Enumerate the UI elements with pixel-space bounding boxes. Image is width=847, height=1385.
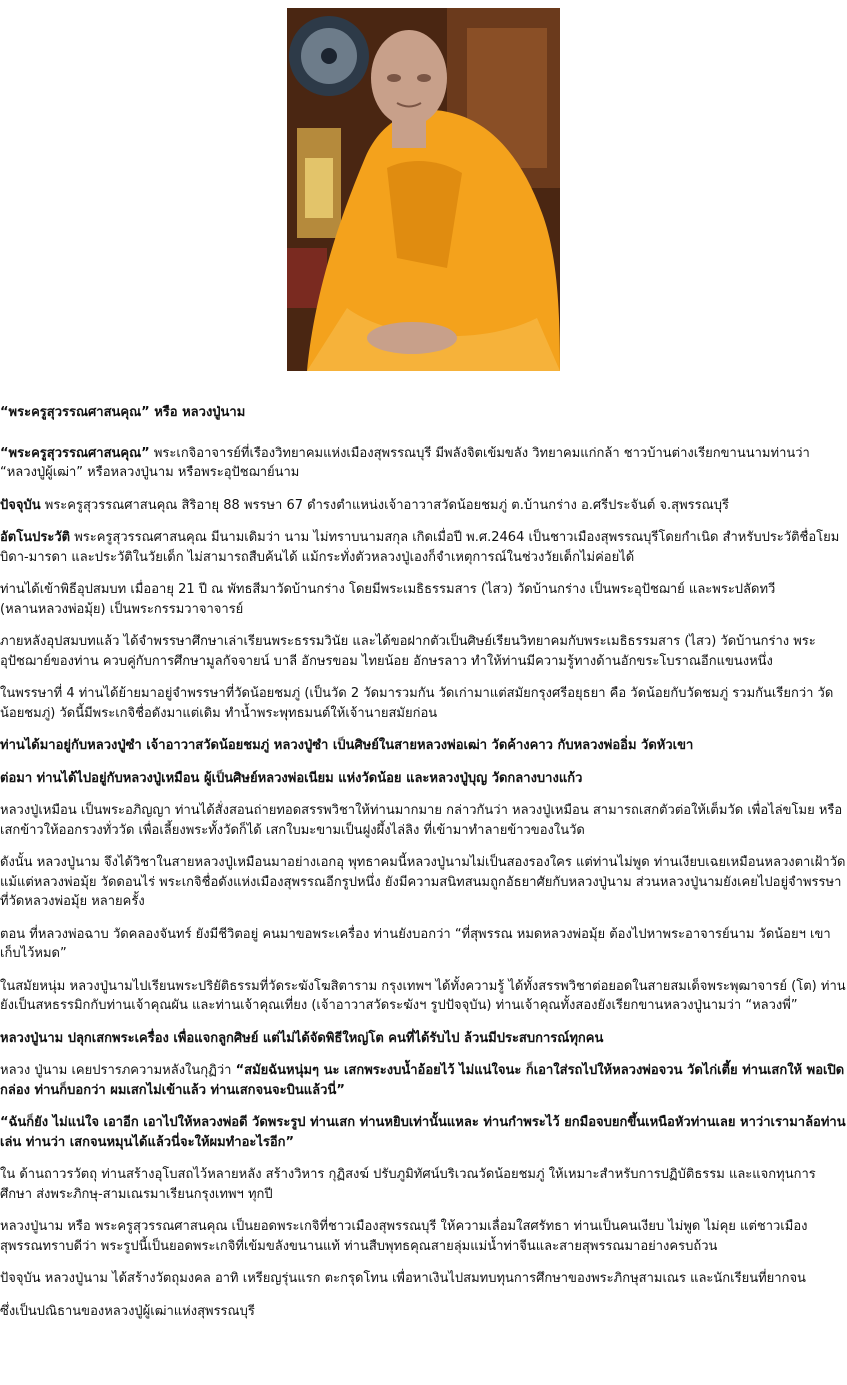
- paragraph-text: ภายหลังอุปสมบทแล้ว ได้จำพรรษาศึกษาเล่าเรียนพระธรรมวินัย และได้ขอฝากตัวเป็นศิษย์เรียนวิทยาคมกับพระเมธิธรรมสาร (ไสว) วัดบ้านกร่าง พระอุปัชฌาย์ของท่าน ควบคู่กับการศึกษามูลกัจจายน์ บาลี อักษรขอม ไทยน้อย อักษรลาว ทำให้ท่านมีความรู้ทางด้านอักขระโบราณอีกแขนงหนึ่ง: [0, 634, 816, 669]
- article-title: [0, 403, 847, 423]
- paragraph-text: ใน ด้านถาวรวัตถุ ท่านสร้างอุโบสถไว้หลายหลัง สร้างวิหาร กุฏิสงฆ์ ปรับภูมิทัศน์บริเวณวัดน้อยชมภู่ ให้เหมาะสำหรับการปฏิบัติธรรม และแจกทุนการศึกษา ส่งพระภิกษุ-สามเณรมาเรียนกรุงเทพฯ ทุกปี: [0, 1167, 816, 1202]
- paragraph: [0, 1113, 847, 1152]
- paragraph-text: พระเกจิอาจารย์ที่เรืองวิทยาคมแห่งเมืองสุพรรณบุรี มีพลังจิตเข้มขลัง วิทยาคมแก่กล้า ชาวบ้านต่างเรียกขานนามท่านว่า “หลวงปู่ผู้เฒ่า” หรือหลวงปู่นาม หรือพระอุปัชฌาย์นาม: [0, 445, 810, 480]
- paragraph-text: ซึ่งเป็นปณิธานของหลวงปู่ผู้เฒ่าแห่งสุพรรณบุรี: [0, 1303, 255, 1319]
- paragraph: [0, 684, 847, 723]
- paragraph: [0, 853, 847, 912]
- paragraph-lead: ปัจจุบัน: [0, 497, 41, 513]
- article-title-rest: หรือ หลวงปู่นาม: [149, 405, 246, 420]
- paragraph: [0, 496, 847, 516]
- paragraph: [0, 1302, 847, 1322]
- paragraph-lead: “พระครูสุวรรณศาสนคุณ”: [0, 445, 150, 461]
- paragraph-text: หลวง ปู่นาม เคยปรารภความหลังในกุฏิว่า: [0, 1063, 236, 1078]
- paragraph: [0, 632, 847, 671]
- paragraph: [0, 1165, 847, 1204]
- portrait-illustration: [287, 8, 560, 371]
- paragraph: [0, 580, 847, 619]
- paragraph-text: หลวงปู่เหมือน เป็นพระอภิญญา ท่านได้สั่งสอนถ่ายทอดสรรพวิชาให้ท่านมากมาย กล่าวกันว่า หลวงปู่เหมือน สามารถเสกตัวต่อให้เต็มวัด เพื่อไล่ขโมย หรือเสกข้าวให้ออกรวงทั่ววัด เพื่อเลี้ยงพระทั้งวัดก็ได้ เสกใบมะขามเป็นฝูงผึ้งไล่ลิง ที่เข้ามาทำลายข้าวของในวัด: [0, 803, 843, 838]
- article-body: [0, 403, 847, 1334]
- paragraph-text: ดังนั้น หลวงปู่นาม จึงได้วิชาในสายหลวงปู่เหมือนมาอย่างเอกอุ พุทธาคมนี้หลวงปู่นามไม่เป็นสองรองใคร แต่ท่านไม่พูด ท่านเงียบเฉยเหมือนหลวงตาเฝ้าวัด แม้แต่หลวงพ่อมุ้ย วัดดอนไร่ พระเกจิชื่อดังแห่งเมืองสุพรรณอีกรูปหนึ่ง ยังมีความสนิทสนมถูกอัธยาศัยกับหลวงปู่นาม ส่วนหลวงปู่นามยังเคยไปอยู่จำพรรษาที่วัดหลวงพ่อมุ้ย หลายครั้ง: [0, 855, 846, 909]
- paragraph-tail: “สมัยฉันหนุ่มๆ นะ เสกพระงบน้ำอ้อยไว้ ไม่แน่ใจนะ ก็เอาใส่รถไปให้หลวงพ่อจวน วัดไก่เตี้ย ท่านเสกให้ พอเปิดกล่อง ท่านก็บอกว่า ผมเสกไม่เข้าแล้ว ท่านเสกจนจะบินแล้วนี่”: [0, 1063, 845, 1098]
- paragraph-text: ตอน ที่หลวงพ่อฉาบ วัดคลองจันทร์ ยังมีชีวิตอยู่ คนมาขอพระเครื่อง ท่านยังบอกว่า “ที่สุพรรณ หมดหลวงพ่อมุ้ย ต้องไปหาพระอาจารย์นาม วัดน้อยฯ เขาเก็บไว้หมด”: [0, 926, 831, 961]
- paragraph: [0, 1269, 847, 1289]
- paragraph: [0, 1217, 847, 1256]
- paragraph: [0, 1061, 847, 1100]
- paragraph: [0, 1029, 847, 1049]
- paragraph-lead: อัตโนประวัติ: [0, 530, 71, 545]
- paragraph: [0, 528, 847, 567]
- article-title-lead: “พระครูสุวรรณศาสนคุณ”: [0, 405, 150, 420]
- paragraph-text: ในพรรษาที่ 4 ท่านได้ย้ายมาอยู่จำพรรษาที่วัดน้อยชมภู่ (เป็นวัด 2 วัดมารวมกัน วัดเก่ามาแต่สมัยกรุงศรีอยุธยา คือ วัดน้อยกับวัดชมภู่ รวมกันเรียกว่า วัดน้อยชมภู่) วัดนี้มีพระเกจิชื่อดังมาแต่เดิม ทำน้ำพระพุทธมนต์ให้เจ้านายสมัยก่อน: [0, 686, 834, 721]
- paragraph-text: พระครูสุวรรณศาสนคุณ สิริอายุ 88 พรรษา 67 ดำรงตำแหน่งเจ้าอาวาสวัดน้อยชมภู่ ต.บ้านกร่าง อ.ศรีประจันต์ จ.สุพรรณบุรี: [40, 497, 729, 513]
- monk-portrait-photo: [287, 8, 560, 371]
- paragraph-lead: “ฉันก็ยัง ไม่แน่ใจ เอาอีก เอาไปให้หลวงพ่อดี วัดพระรูป ท่านเสก ท่านหยิบเท่านั้นแหละ ท่านกำพระไว้ ยกมือจบยกขึ้นเหนือหัวท่านเลย หาว่าเรามาล้อท่านเล่น ท่านว่า เสกจนหมุนได้แล้วนี่จะให้ผมทำอะไรอีก”: [0, 1115, 846, 1150]
- paragraph-text: ในสมัยหนุ่ม หลวงปู่นามไปเรียนพระปริยัติธรรมที่วัดระฆังโฆสิตาราม กรุงเทพฯ ได้ทั้งความรู้ ได้ทั้งสรรพวิชาต่อยอดในสายสมเด็จพระพุฒาจารย์ (โต) ท่านยังเป็นสหธรรมิกกับท่านเจ้าคุณผัน และท่านเจ้าคุณเที่ยง (เจ้าอาวาสวัดระฆังฯ รูปปัจจุบัน) ท่านเจ้าคุณทั้งสองยังเรียกขานหลวงปู่นามว่า “หลวงพี่”: [0, 978, 846, 1013]
- paragraph-list: [0, 444, 847, 1322]
- paragraph: [0, 769, 847, 789]
- paragraph: [0, 444, 847, 483]
- paragraph-text: ปัจจุบัน หลวงปู่นาม ได้สร้างวัตถุมงคล อาทิ เหรียญรุ่นแรก ตะกรุดโทน เพื่อหาเงินไปสมทบทุนการศึกษาของพระภิกษุสามเณร และนักเรียนที่ยากจน: [0, 1271, 806, 1286]
- paragraph: [0, 736, 847, 756]
- paragraph-lead: ต่อมา ท่านได้ไปอยู่กับหลวงปู่เหมือน ผู้เป็นศิษย์หลวงพ่อเนียม แห่งวัดน้อย และหลวงปู่บุญ วัดกลางบางแก้ว: [0, 770, 583, 786]
- paragraph-lead: ท่านได้มาอยู่กับหลวงปู่ซำ เจ้าอาวาสวัดน้อยชมภู่ หลวงปู่ซำ เป็นศิษย์ในสายหลวงพ่อเฒ่า วัดค้างคาว กับหลวงพ่ออิ่ม วัดหัวเขา: [0, 738, 694, 753]
- paragraph-text: ท่านได้เข้าพิธีอุปสมบท เมื่ออายุ 21 ปี ณ พัทธสีมาวัดบ้านกร่าง โดยมีพระเมธิธรรมสาร (ไสว) วัดบ้านกร่าง เป็นพระอุปัชฌาย์ และพระปลัดทวี (หลานหลวงพ่อมุ้ย) เป็นพระกรรมวาจาจารย์: [0, 582, 776, 617]
- paragraph: [0, 977, 847, 1016]
- paragraph-text: พระครูสุวรรณศาสนคุณ มีนามเดิมว่า นาม ไม่ทราบนามสกุล เกิดเมื่อปี พ.ศ.2464 เป็นชาวเมืองสุพรรณบุรีโดยกำเนิด สำหรับประวัติชื่อโยมบิดา-มารดา และประวัติในวัยเด็ก ไม่สามารถสืบค้นได้ แม้กระทั่งตัวหลวงปู่เองก็จำเหตุการณ์ในช่วงวัยเด็กไม่ค่อยได้: [0, 530, 840, 565]
- paragraph: [0, 925, 847, 964]
- paragraph-text: หลวงปู่นาม หรือ พระครูสุวรรณศาสนคุณ เป็นยอดพระเกจิที่ชาวเมืองสุพรรณบุรี ให้ความเลื่อมใสศรัทธา ท่านเป็นคนเงียบ ไม่พูด ไม่คุย แต่ชาวเมืองสุพรรณทราบดีว่า พระรูปนี้เป็นยอดพระเกจิที่เข้มขลังขนานแท้ ท่านสืบพุทธคุณสายลุ่มแม่น้ำท่าจีนและสายสุพรรณมาอย่างครบถ้วน: [0, 1219, 808, 1254]
- paragraph-lead: หลวงปู่นาม ปลุกเสกพระเครื่อง เพื่อแจกลูกศิษย์ แต่ไม่ได้จัดพิธีใหญ่โต คนที่ได้รับไป ล้วนมีประสบการณ์ทุกคน: [0, 1030, 604, 1046]
- paragraph: [0, 801, 847, 840]
